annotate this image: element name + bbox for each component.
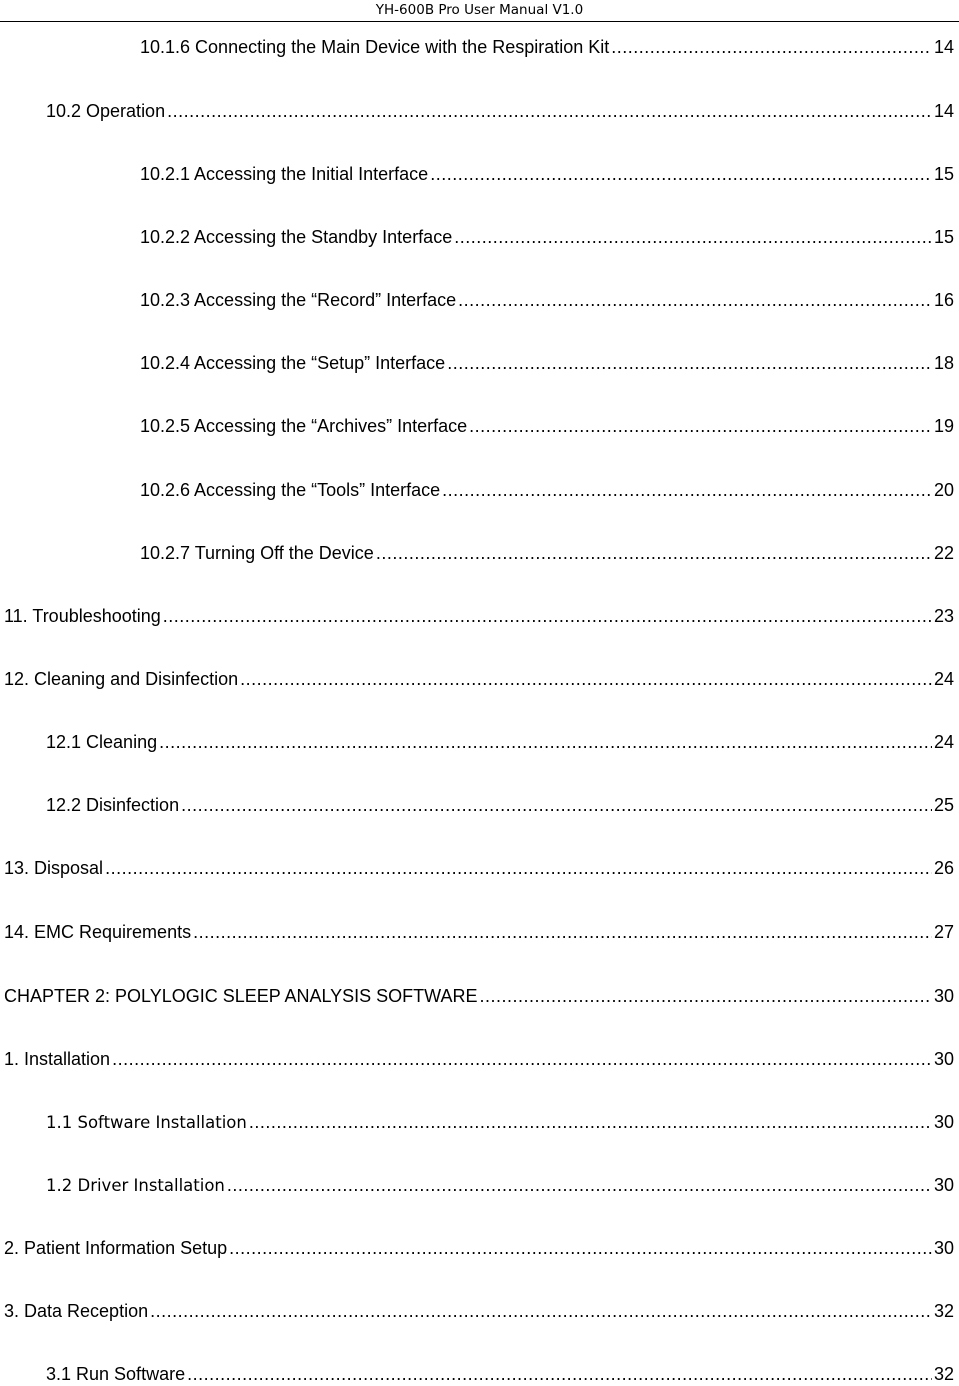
- toc-entry-12[interactable]: [4, 667, 954, 691]
- toc-entry-title: 12.2 Disinfection: [46, 795, 180, 815]
- toc-dot-leader: [458, 288, 932, 312]
- toc-entry-title: 14. EMC Requirements: [4, 922, 192, 942]
- toc-dot-leader: [469, 414, 932, 438]
- toc-page-number: 27: [933, 922, 954, 942]
- toc-entry-title: 1.1 Software Installation: [46, 1113, 247, 1132]
- toc-entry-12-1[interactable]: [46, 730, 954, 754]
- toc-entry-title: 13. Disposal: [4, 858, 104, 878]
- toc-page-number: 30: [933, 1175, 954, 1195]
- toc-entry-10-2-5[interactable]: [140, 414, 954, 438]
- toc-entry-title: 10.2.6 Accessing the “Tools” Interface: [140, 480, 441, 500]
- toc-entry-title: 12. Cleaning and Disinfection: [4, 669, 239, 689]
- toc-page-number: 30: [933, 1112, 954, 1132]
- toc-entry-title: 12.1 Cleaning: [46, 732, 158, 752]
- toc-page-number: 22: [933, 543, 954, 563]
- toc-page-number: 30: [933, 1049, 954, 1069]
- toc-entry-title: 10.2.4 Accessing the “Setup” Interface: [140, 353, 446, 373]
- toc-page-number: 19: [933, 416, 954, 436]
- toc-entry-installation[interactable]: [4, 1047, 954, 1071]
- toc-page-number: 15: [933, 164, 954, 184]
- toc-page-number: 14: [933, 37, 954, 57]
- toc-entry-title: 2. Patient Information Setup: [4, 1238, 228, 1258]
- toc-entry-title: 10.1.6 Connecting the Main Device with the Respiration Kit: [140, 37, 610, 57]
- page-header: [0, 0, 959, 22]
- toc-dot-leader: [187, 1362, 932, 1386]
- toc-entry-title: CHAPTER 2: POLYLOGIC SLEEP ANALYSIS SOFTWARE: [4, 986, 478, 1006]
- toc-dot-leader: [105, 856, 932, 880]
- toc-dot-leader: [181, 793, 932, 817]
- toc-dot-leader: [376, 541, 932, 565]
- toc-dot-leader: [112, 1047, 932, 1071]
- toc-entry-title: 10.2 Operation: [46, 101, 166, 121]
- toc-dot-leader: [159, 730, 932, 754]
- toc-entry-title: 10.2.3 Accessing the “Record” Interface: [140, 290, 457, 310]
- toc-dot-leader: [163, 604, 932, 628]
- toc-dot-leader: [611, 35, 932, 59]
- toc-page-number: 32: [933, 1301, 954, 1321]
- toc-entry-title: 1. Installation: [4, 1049, 111, 1069]
- toc-dot-leader: [167, 99, 932, 123]
- toc-page-number: 15: [933, 227, 954, 247]
- toc-entry-data-reception[interactable]: [4, 1299, 954, 1323]
- toc-entry-driver-installation[interactable]: [46, 1173, 954, 1198]
- toc-entry-12-2[interactable]: [46, 793, 954, 817]
- toc-entry-10-2-7[interactable]: [140, 541, 954, 565]
- toc-dot-leader: [240, 667, 932, 691]
- toc-entry-13[interactable]: [4, 856, 954, 880]
- toc-page-number: 20: [933, 480, 954, 500]
- toc-dot-leader: [442, 478, 932, 502]
- toc-page-number: 18: [933, 353, 954, 373]
- header-divider: [0, 21, 959, 22]
- toc-entry-title: 10.2.2 Accessing the Standby Interface: [140, 227, 453, 247]
- toc-page-number: 24: [933, 732, 954, 752]
- toc-entry-title: 1.2 Driver Installation: [46, 1176, 225, 1195]
- toc-entry-patient-information-setup[interactable]: [4, 1236, 954, 1260]
- toc-entry-run-software[interactable]: [46, 1362, 954, 1386]
- toc-entry-software-installation[interactable]: [46, 1110, 954, 1135]
- toc-page-number: 23: [933, 606, 954, 626]
- toc-entry-10-2[interactable]: [46, 99, 954, 123]
- toc-dot-leader: [479, 984, 931, 1008]
- toc-entry-title: 10.2.5 Accessing the “Archives” Interface: [140, 416, 468, 436]
- toc-entry-10-2-3[interactable]: [140, 288, 954, 312]
- toc-dot-leader: [150, 1299, 932, 1323]
- toc-entry-10-2-6[interactable]: [140, 478, 954, 502]
- toc-entry-10-1-6[interactable]: [140, 35, 954, 59]
- toc-page-number: 16: [933, 290, 954, 310]
- toc-entry-title: 10.2.1 Accessing the Initial Interface: [140, 164, 429, 184]
- toc-page-number: 30: [933, 1238, 954, 1258]
- toc-entry-10-2-1[interactable]: [140, 162, 954, 186]
- toc-page-number: 32: [933, 1364, 954, 1384]
- manual-title: YH-600B Pro User Manual V1.0: [375, 2, 584, 18]
- toc-entry-title: 11. Troubleshooting: [4, 606, 161, 626]
- toc-entry-10-2-4[interactable]: [140, 351, 954, 375]
- toc-dot-leader: [447, 351, 932, 375]
- toc-dot-leader: [249, 1110, 932, 1134]
- toc-entry-chapter-2[interactable]: [4, 984, 954, 1008]
- toc-dot-leader: [193, 920, 932, 944]
- toc-dot-leader: [229, 1236, 932, 1260]
- toc-entry-11[interactable]: [4, 604, 954, 628]
- toc-page-number: 30: [933, 986, 954, 1006]
- toc-entry-title: 3.1 Run Software: [46, 1364, 186, 1384]
- toc-dot-leader: [430, 162, 932, 186]
- toc-entry-10-2-2[interactable]: [140, 225, 954, 249]
- toc-page-number: 26: [933, 858, 954, 878]
- toc-page-number: 14: [933, 101, 954, 121]
- toc-page-number: 25: [933, 795, 954, 815]
- toc-dot-leader: [227, 1173, 932, 1197]
- toc-page-number: 24: [933, 669, 954, 689]
- toc-entry-title: 3. Data Reception: [4, 1301, 149, 1321]
- toc-entry-14[interactable]: [4, 920, 954, 944]
- toc-dot-leader: [454, 225, 932, 249]
- toc-entry-title: 10.2.7 Turning Off the Device: [140, 543, 374, 563]
